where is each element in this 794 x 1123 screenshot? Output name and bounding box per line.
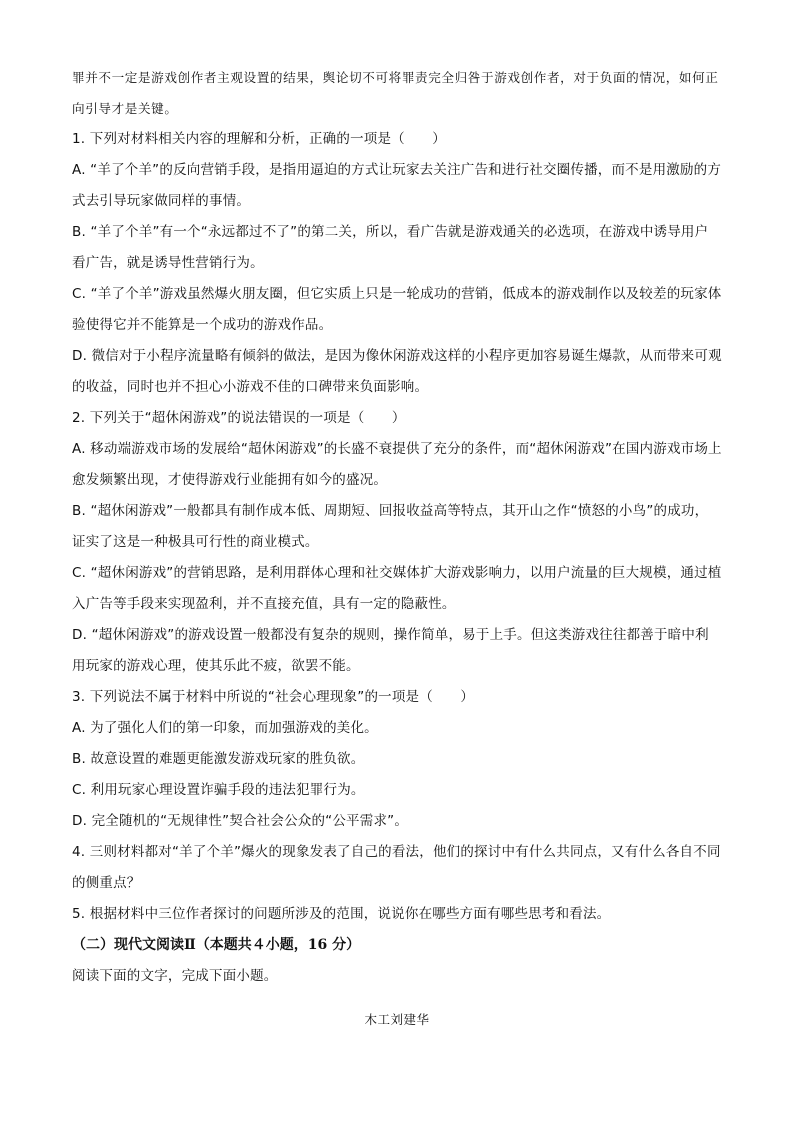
question-2-stem: 2. 下列关于“超休闲游戏”的说法错误的一项是（ ） [72, 410, 406, 426]
story-title: 木工刘建华 [364, 1012, 430, 1027]
question-1-option-b: B. “羊了个羊”有一个“永远都过不了”的第二关，所以，看广告就是游戏通关的必选项，在游戏中诱导用户看广告，就是诱导性营销行为。 [72, 224, 709, 271]
question-1-option-a: A. “羊了个羊”的反向营销手段，是指用逼迫的方式让玩家去关注广告和进行社交圈传播，而不是用激励的方式去引导玩家做同样的事情。 [72, 162, 722, 209]
question-3-stem: 3. 下列说法不属于材料中所说的“社会心理现象”的一项是（ ） [72, 689, 475, 705]
question-2-option-d: D. “超休闲游戏”的游戏设置一般都没有复杂的规则，操作简单，易于上手。但这类游戏往往都善于暗中利用玩家的游戏心理，使其乐此不疲，欲罢不能。 [72, 627, 709, 674]
question-2-option-b: B. “超休闲游戏”一般都具有制作成本低、周期短、回报收益高等特点，其开山之作“愤怒的小鸟”的成功，证实了这是一种极具可行性的商业模式。 [72, 503, 709, 550]
question-3-option-d: D. 完全随机的“无规律性”契合社会公众的“公平需求”。 [72, 813, 409, 829]
reading-instruction: 阅读下面的文字，完成下面小题。 [72, 968, 278, 984]
question-1-option-c: C. “羊了个羊”游戏虽然爆火朋友圈，但它实质上只是一轮成功的营销，低成本的游戏制作以及较差的玩家体验使得它并不能算是一个成功的游戏作品。 [72, 286, 722, 333]
question-1-stem: 1. 下列对材料相关内容的理解和分析，正确的一项是（ ） [72, 131, 446, 147]
question-3-option-a: A. 为了强化人们的第一印象，而加强游戏的美化。 [72, 720, 378, 736]
question-4: 4. 三则材料都对“羊了个羊”爆火的现象发表了自己的看法，他们的探讨中有什么共同点，又有什么各自不同的侧重点？ [72, 844, 721, 891]
question-1-option-d: D. 微信对于小程序流量略有倾斜的做法，是因为像休闲游戏这样的小程序更加容易诞生爆款，从而带来可观的收益，同时也并不担心小游戏不佳的口碑带来负面影响。 [72, 348, 722, 395]
question-3-option-c: C. 利用玩家心理设置诈骗手段的违法犯罪行为。 [72, 782, 365, 798]
question-2-option-c: C. “超休闲游戏”的营销思路，是利用群体心理和社交媒体扩大游戏影响力，以用户流量的巨大规模，通过植入广告等手段来实现盈利，并不直接充值，具有一定的隐蔽性。 [72, 565, 722, 612]
question-2-option-a: A. 移动端游戏市场的发展给“超休闲游戏”的长盛不衰提供了充分的条件，而“超休闲游戏”在国内游戏市场上愈发频繁出现，才使得游戏行业能拥有如今的盛况。 [72, 441, 722, 488]
question-5: 5. 根据材料中三位作者探讨的问题所涉及的范围，说说你在哪些方面有哪些思考和看法。 [72, 906, 611, 922]
section-heading: （二）现代文阅读Ⅱ（本题共４小题，16 分） [72, 937, 361, 953]
intro-paragraph: 罪并不一定是游戏创作者主观设置的结果，舆论切不可将罪责完全归咎于游戏创作者，对于负面的情况，如何正向引导才是关键。 [72, 70, 719, 116]
question-3-option-b: B. 故意设置的难题更能激发游戏玩家的胜负欲。 [72, 751, 365, 767]
